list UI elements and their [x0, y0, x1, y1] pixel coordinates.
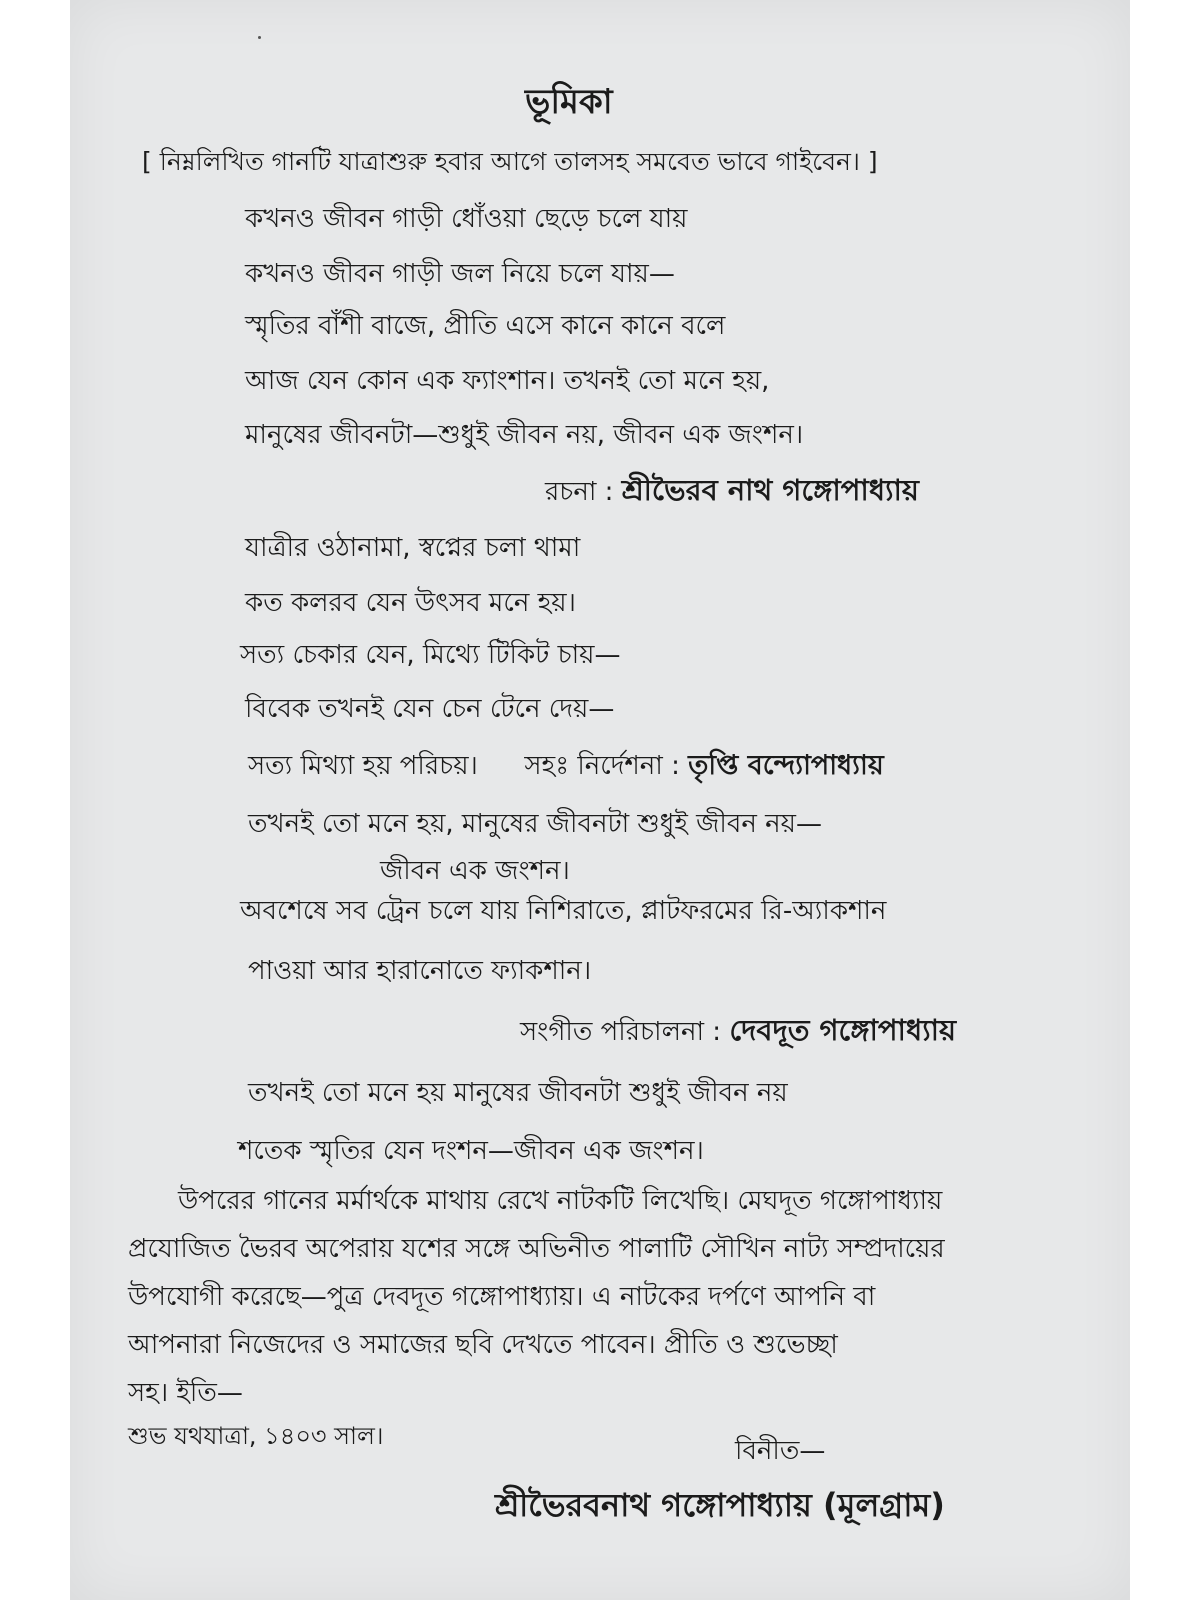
song-line-10-row [248, 745, 884, 790]
song-line-2: কখনও জীবন গাড়ী জল নিয়ে চলে যায়— [245, 259, 675, 289]
document-page [70, 0, 1130, 1600]
paragraph-line-4: আপনারা নিজেদের ও সমাজের ছবি দেখতে পাবেন। প্রীতি ও শুভেচ্ছা [128, 1330, 838, 1360]
song-line-11: তখনই তো মনে হয়, মানুষের জীবনটা শুধুই জীবন নয়— [248, 809, 822, 839]
page-title: ভূমিকা [525, 82, 613, 122]
song-line-3: স্মৃতির বাঁশী বাজে, প্রীতি এসে কানে কানে বলে [245, 311, 726, 341]
paragraph-line-1: উপরের গানের মর্মার্থকে মাথায় রেখে নাটকটি লিখেছি। মেঘদূত গঙ্গোপাধ্যায় [178, 1186, 943, 1216]
song-line-5: মানুষের জীবনটা—শুধুই জীবন নয়, জীবন এক জংশন। [245, 420, 804, 450]
credit-writer-label: রচনা : [545, 477, 614, 507]
paragraph-line-2: প্রযোজিত ভৈরব অপেরায় যশের সঙ্গে অভিনীত পালাটি সৌখিন নাট্য সম্প্রদায়ের [128, 1234, 945, 1264]
credit-writer [545, 468, 919, 517]
instruction-text: [ নিম্নলিখিত গানটি যাত্রাশুরু হবার আগে তালসহ সমবেত ভাবে গাইবেন। ] [142, 147, 878, 176]
song-line-15: তখনই তো মনে হয় মানুষের জীবনটা শুধুই জীবন নয় [248, 1078, 788, 1108]
song-line-10: সত্য মিথ্যা হয় পরিচয়। [248, 751, 478, 781]
credit-music-name: দেবদূত গঙ্গোপাধ্যায় [729, 1013, 957, 1047]
credit-assistant-label: সহঃ নির্দেশনা : [524, 751, 680, 781]
song-line-4: আজ যেন কোন এক ফ্যাংশান। তখনই তো মনে হয়, [245, 366, 770, 396]
speck [258, 36, 261, 39]
song-line-9: বিবেক তখনই যেন চেন টেনে দেয়— [245, 694, 615, 724]
song-line-8: সত্য চেকার যেন, মিথ্যে টিকিট চায়— [240, 640, 621, 670]
credit-writer-name: শ্রীভৈরব নাথ গঙ্গোপাধ্যায় [621, 473, 919, 507]
song-line-1: কখনও জীবন গাড়ী ধোঁওয়া ছেড়ে চলে যায় [245, 204, 688, 234]
credit-music [520, 1008, 956, 1057]
song-line-14: পাওয়া আর হারানোতে ফ্যাকশান। [248, 956, 592, 986]
song-line-7: কত কলরব যেন উৎসব মনে হয়। [245, 588, 576, 618]
signature: শ্রীভৈরবনাথ গঙ্গোপাধ্যায় (মূলগ্রাম) [495, 1486, 945, 1524]
song-line-13: অবশেষে সব ট্রেন চলে যায় নিশিরাতে, প্লাটফরমের রি-অ্যাকশান [240, 896, 887, 926]
paragraph-line-3: উপযোগী করেছে—পুত্র দেবদূত গঙ্গোপাধ্যায়। এ নাটকের দর্পণে আপনি বা [128, 1282, 876, 1312]
paragraph-line-5: সহ। ইতি— [128, 1378, 243, 1408]
closing-text: বিনীত— [735, 1436, 826, 1466]
credit-music-label: সংগীত পরিচালনা : [520, 1017, 722, 1047]
song-line-6: যাত্রীর ওঠানামা, স্বপ্নের চলা থামা [245, 533, 581, 563]
song-line-12: জীবন এক জংশন। [380, 856, 570, 886]
date-line: শুভ যথযাত্রা, ১৪০৩ সাল। [128, 1422, 384, 1450]
credit-assistant-name: তৃপ্তি বন্দ্যোপাধ্যায় [688, 750, 884, 781]
song-line-16: শতেক স্মৃতির যেন দংশন—জীবন এক জংশন। [238, 1136, 704, 1166]
